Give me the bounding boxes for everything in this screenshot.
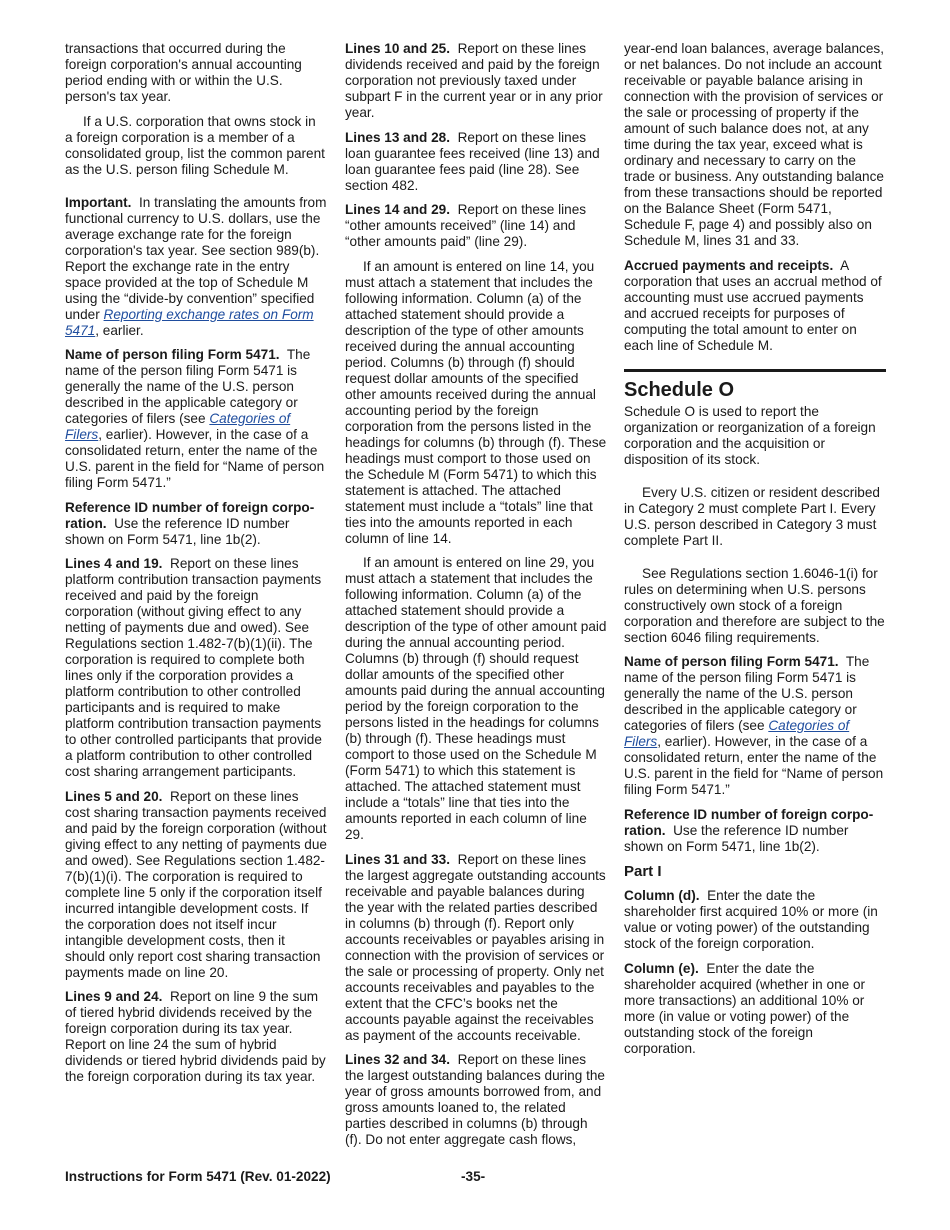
- reference-id-paragraph: [65, 500, 327, 548]
- page-number: -35-: [461, 1169, 486, 1184]
- paragraph-text: , earlier). However, in the case of a consolidated return, enter the name of the U.S. parent in the field for “Name of person filing Form 5471.”: [624, 734, 884, 797]
- paragraph-text: Use the reference ID number shown on Form 5471, line 1b(2).: [65, 515, 290, 547]
- lines-5-20-paragraph: [65, 789, 327, 981]
- paragraph-text: Enter the date the shareholder acquired (whether in one or more transactions) an additional 10% or more (in value or voting power) of the outstanding stock of the foreign corporation.: [624, 960, 866, 1056]
- paragraph-heading: Accrued payments and receipts.: [624, 257, 834, 273]
- paragraph-heading: Reference ID number of foreign corporation.: [624, 806, 874, 838]
- paragraph-text: Report on these lines cost sharing transaction payments received and paid by the foreign corporation (without giving effect to any netting of payments due and owed). See Regulations section 1.482-7(b)(1)(i). The corporation is required to complete line 5 only if the corporation itself incurred intangible development costs. If the corporation does not itself incur intangible development costs, then it should only report cost sharing transaction payments made on line 20.: [65, 788, 327, 980]
- paragraph-text: Report on these lines platform contribution transaction payments received and paid by the foreign corporation (without giving effect to any netting of payments due and owed). See Regulations section 1.482-7(b)(1)(ii). The corporation is required to complete both lines only if the corporation provides a platform contribution to other controlled participants and is required to make platform contribution transaction payments to other controlled participants that provide a platform contribution to other controlled cost sharing arrangement participants.: [65, 556, 322, 779]
- reference-id-paragraph: [624, 807, 886, 855]
- paragraph: If an amount is entered on line 14, you must attach a statement that includes the following information. Column (a) of the attached statement should provide a description of the type of other amounts received during the annual accounting period. Columns (b) through (f) should request dollar amounts of the specified other amounts received during the annual accounting period by the foreign corporation from the persons listed in the headings for columns (b) through (f). These headings must comport to those used on the Schedule M (Form 5471) to which this statement is attached. The attached statement must include a “totals” line that ties into the amounts reported in each column of line 14.: [345, 258, 607, 546]
- column-e-paragraph: [624, 961, 886, 1057]
- paragraph: If a U.S. corporation that owns stock in a foreign corporation is a member of a consolidated group, list the common parent as the U.S. person filing Schedule M.: [65, 113, 325, 177]
- paragraph-text: In translating the amounts from functional currency to U.S. dollars, use the average exchange rate for the foreign corporation's tax year. See section 989(b). Report the exchange rate in the entry space provided at the top of Schedule M using the “divide-by convention” specified under: [65, 194, 327, 322]
- lines-4-19-paragraph: [65, 556, 327, 780]
- paragraph-heading: Name of person filing Form 5471.: [624, 654, 839, 669]
- lines-32-34-paragraph: [345, 1052, 607, 1148]
- lines-10-25-paragraph: [345, 41, 607, 121]
- paragraph-text: The name of the person filing Form 5471 is generally the name of the U.S. person described in the applicable category or categories of filers (see: [624, 654, 870, 733]
- paragraph-heading: Lines 9 and 24.: [65, 989, 163, 1004]
- column-1: [65, 41, 327, 1094]
- part-i-title: Part I: [624, 863, 662, 880]
- name-of-person-paragraph: [624, 654, 886, 798]
- reporting-exchange-rates-link[interactable]: Reporting exchange rates on Form 5471: [65, 306, 314, 338]
- paragraph-text: A corporation that uses an accrual method of accounting must use accrued payments and accrued receipts for purposes of computing the total amount to enter on each line of Schedule M.: [624, 257, 882, 353]
- categories-of-filers-link[interactable]: Categories of Filers: [624, 718, 850, 749]
- paragraph: transactions that occurred during the foreign corporation's annual accounting period ending with or within the U.S. person's tax year.: [65, 41, 302, 104]
- lines-31-33-paragraph: [345, 852, 607, 1044]
- lines-14-29-paragraph: [345, 202, 607, 250]
- paragraph-text: Report on these lines loan guarantee fees received (line 13) and loan guarantee fees paid (line 28). See section 482.: [345, 129, 600, 193]
- footer-form-title: Instructions for Form 5471 (Rev. 01-2022): [65, 1169, 331, 1184]
- paragraph-heading: Reference ID number of foreign corporation.: [65, 499, 315, 531]
- paragraph-heading: Lines 13 and 28.: [345, 129, 451, 145]
- paragraph: If an amount is entered on line 29, you must attach a statement that includes the following information. Column (a) of the attached statement should provide a description of the type of other amount paid during the annual accounting period. Columns (b) through (f) should request dollar amounts of the specified other amounts paid during the annual accounting period by the foreign corporation to the persons listed in the headings for columns (b) through (f). These headings must comport to those used on the Schedule M (Form 5471) to which this statement is attached. The attached statement must include a “totals” line that ties into the amounts reported in each column of line 29.: [345, 555, 607, 842]
- paragraph-heading: Lines 14 and 29.: [345, 202, 451, 217]
- paragraph-text: Report on these lines dividends received and paid by the foreign corporation not previously taxed under subpart F in the current year or in any prior year.: [345, 41, 603, 120]
- paragraph-text: , earlier). However, in the case of a consolidated return, enter the name of the U.S. parent in the field for “Name of person filing Form 5471.”: [65, 427, 325, 490]
- schedule-o-title: Schedule O: [624, 378, 735, 401]
- column-2: [345, 41, 607, 1157]
- categories-of-filers-link[interactable]: Categories of Filers: [65, 411, 291, 442]
- paragraph-heading: Column (d).: [624, 888, 700, 903]
- lines-9-24-paragraph: [65, 989, 327, 1085]
- name-of-person-paragraph: [65, 347, 327, 491]
- paragraph-heading: Column (e).: [624, 960, 699, 976]
- paragraph-heading: Lines 4 and 19.: [65, 556, 163, 571]
- paragraph-heading: Lines 5 and 20.: [65, 788, 163, 804]
- accrued-paragraph: [624, 258, 886, 354]
- column-d-paragraph: [624, 888, 886, 952]
- paragraph: Every U.S. citizen or resident described in Category 2 must complete Part I. Every U.S. person described in Category 3 must complete Part II.: [624, 484, 880, 548]
- paragraph-heading: Important.: [65, 194, 132, 210]
- paragraph-text: Report on line 9 the sum of tiered hybrid dividends received by the foreign corporation during its tax year. Report on line 24 the sum of hybrid dividends or tiered hybrid dividends paid by the foreign corporation during its tax year.: [65, 989, 326, 1084]
- paragraph-text: Enter the date the shareholder first acquired 10% or more (in value or voting power) of the outstanding stock of the foreign corporation.: [624, 888, 878, 951]
- paragraph-heading: Name of person filing Form 5471.: [65, 347, 280, 362]
- paragraph-text: The name of the person filing Form 5471 is generally the name of the U.S. person described in the applicable category or categories of filers (see: [65, 347, 311, 426]
- paragraph-text: Report on these lines “other amounts received” (line 14) and “other amounts paid” (line 29).: [345, 202, 587, 249]
- paragraph-text: Report on these lines the largest outstanding balances during the year of gross amounts borrowed from, and gross amounts loaned to, the related parties described in columns (b) through (f). Do not enter aggregate cash flows,: [345, 1052, 605, 1147]
- column-3: [624, 41, 886, 1065]
- paragraph: year-end loan balances, average balances, or net balances. Do not include an account receivable or payable balance arising in connection with the provision of services or the sale or processing of property if the amount of such balance does not, at any time during the tax year, exceed what is ordinary and necessary to carry on the trade or business. Any outstanding balance from these transactions should be reported on the Balance Sheet (Form 5471, Schedule F, page 4) and possibly also on Schedule M, lines 31 and 33.: [624, 41, 884, 248]
- section-divider: [624, 369, 886, 372]
- paragraph-text: Report on these lines the largest aggregate outstanding accounts receivable and payable balances during the year with the related parties described in columns (b) through (f). Report only accounts receivables or payables arising in connection with the provision of services or the sale or processing of property. Only net accounts receivables and payables to the extent that the CFC’s books net the accounts payable against the receivables as payment of the accounts receivable.: [345, 851, 606, 1043]
- paragraph-heading: Lines 31 and 33.: [345, 851, 451, 867]
- important-paragraph: [65, 195, 327, 339]
- paragraph-heading: Lines 10 and 25.: [345, 41, 451, 56]
- paragraph: See Regulations section 1.6046-1(i) for rules on determining when U.S. persons constructively own stock of a foreign corporation and therefore are subject to the section 6046 filing requirements.: [624, 565, 885, 645]
- paragraph-heading: Lines 32 and 34.: [345, 1052, 451, 1067]
- lines-13-28-paragraph: [345, 130, 607, 194]
- paragraph-text: Use the reference ID number shown on Form 5471, line 1b(2).: [624, 822, 849, 854]
- paragraph: Schedule O is used to report the organization or reorganization of a foreign corporation and the acquisition or disposition of its stock.: [624, 403, 876, 467]
- paragraph-text: , earlier.: [95, 322, 144, 338]
